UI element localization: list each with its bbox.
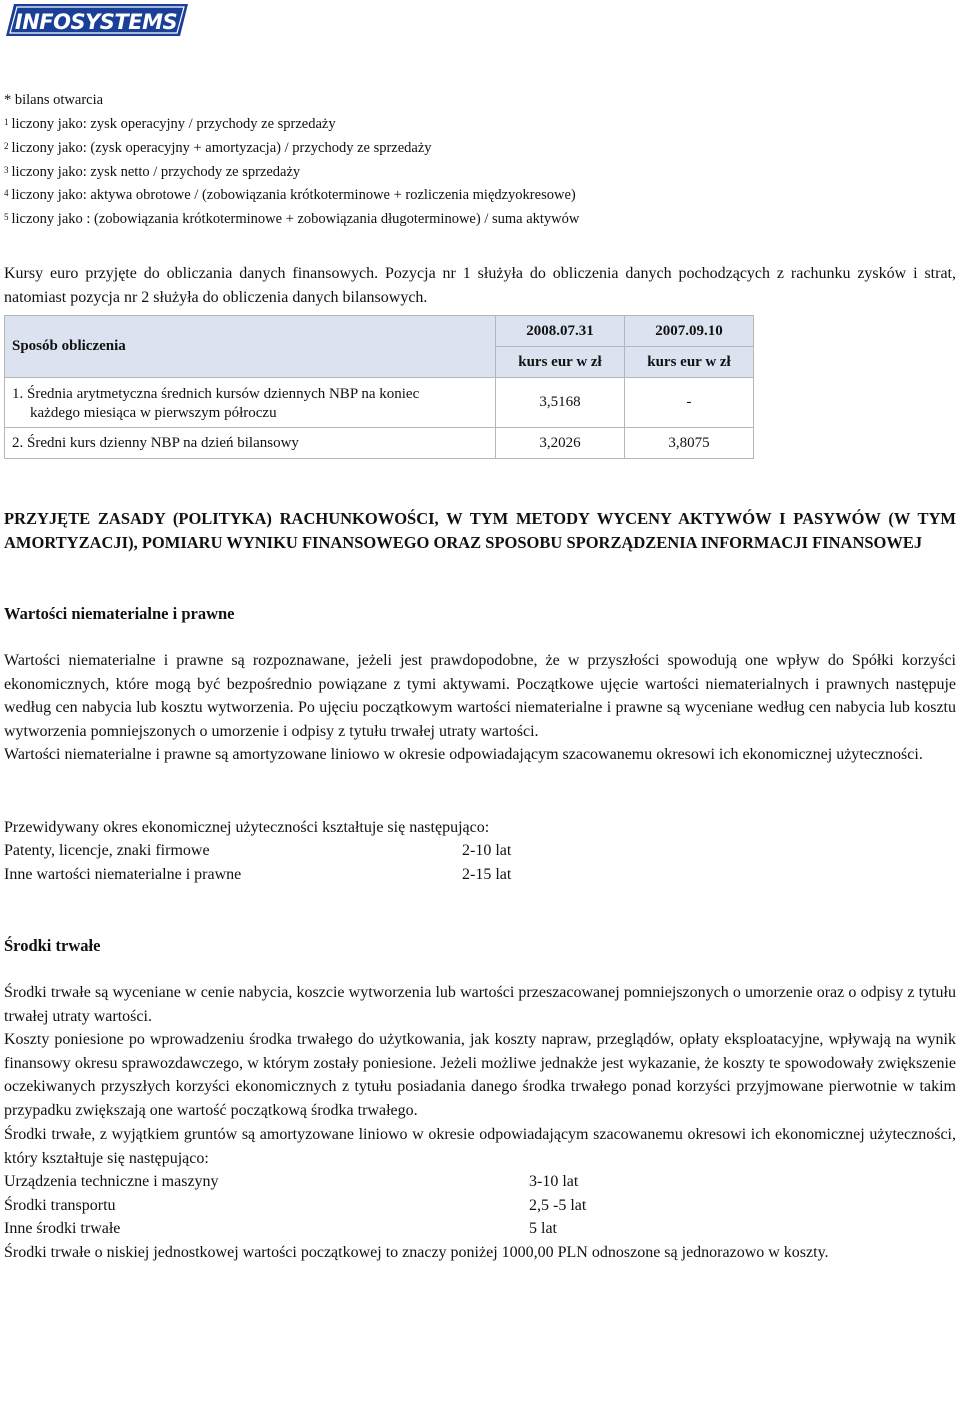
footnote-mark: 4 xyxy=(4,188,9,198)
footnote-mark: 1 xyxy=(4,117,9,127)
row-label: 2. Średni kurs dzienny NBP na dzień bilansowy xyxy=(5,428,496,459)
lifetime-item: Środki transportu xyxy=(4,1196,116,1214)
table-row xyxy=(5,378,754,428)
footnote-0 xyxy=(4,91,954,109)
footnote-text: liczony jako: zysk operacyjny / przychody ze sprzedaży xyxy=(11,116,336,132)
fixed-assets-paragraph-2: Koszty poniesione po wprowadzeniu środka trwałego do użytkowania, jak koszty napraw, przeglądów, opłaty eksploatacyjne, wpływają na wynik finansowy okresu sprawozdawczego, w którym zostały poniesione. Jeżeli możliwe jednakże jest wykazanie, że koszty te spowodowały zwiększenie oczekiwanych przyszłych korzyści ekonomicznych z tytułu posiadania danego środka trwałego ponad korzyści przyjmowane pierwotnie w takim przypadku zwiększają one wartość początkową środka trwałego. xyxy=(4,1031,956,1119)
lifetime-item: Inne środki trwałe xyxy=(4,1220,121,1237)
header-unit-2: kurs eur w zł xyxy=(625,347,754,378)
footnote-3 xyxy=(4,163,954,181)
list-item xyxy=(4,839,511,863)
lifetime-item: Patenty, licencje, znaki firmowe xyxy=(4,842,210,859)
main-heading: PRZYJĘTE ZASADY (POLITYKA) RACHUNKOWOŚCI, W TYM METODY WYCENY AKTYWÓW I PASYWÓW (W TYM AMORTYZACJI), POMIARU WYNIKU FINANSOWEGO ORAZ SPOSOBU SPORZĄDZENIA INFORMACJI FINANSOWEJ xyxy=(4,509,956,552)
lifetime-item: Inne wartości niematerialne i prawne xyxy=(4,865,242,883)
rates-intro: Kursy euro przyjęte do obliczania danych finansowych. Pozycja nr 1 służyła do obliczenia danych pochodzących z rachunku zysków i strat, natomiast pozycja nr 2 służyła do obliczenia danych bilansowych. xyxy=(4,265,956,306)
header-date-1: 2008.07.31 xyxy=(496,316,625,347)
row-label-line1: 1. Średnia arytmetyczna średnich kursów dziennych NBP na koniec xyxy=(12,385,420,402)
intangibles-heading: Wartości niematerialne i prawne xyxy=(4,604,235,623)
fixed-assets-paragraph-4: Środki trwałe o niskiej jednostkowej wartości początkowej to znaczy poniżej 1000,00 PLN odnoszone są jednorazowo w koszty. xyxy=(4,1244,829,1261)
intangibles-paragraph-2: Wartości niematerialne i prawne są amortyzowane liniowo w okresie odpowiadającym szacowanemu okresowi ich ekonomicznej użyteczności. xyxy=(4,746,923,763)
row-value-2: - xyxy=(625,378,754,428)
row-label-line2: każdego miesiąca w pierwszym półroczu xyxy=(30,404,277,421)
fixed-assets-lifetime-list xyxy=(4,1170,586,1241)
list-item xyxy=(4,1170,586,1194)
footnote-text: liczony jako: (zysk operacyjny + amortyzacja) / przychody ze sprzedaży xyxy=(11,140,432,156)
lifetime-item: Urządzenia techniczne i maszyny xyxy=(4,1173,219,1190)
footnote-mark: 2 xyxy=(4,141,9,151)
header-unit-1: kurs eur w zł xyxy=(496,347,625,378)
table-row xyxy=(5,428,754,459)
lifetime-period: 2,5 -5 lat xyxy=(529,1196,587,1214)
intangibles-lifetime-intro: Przewidywany okres ekonomicznej użyteczności kształtuje się następująco: xyxy=(4,819,490,836)
table-header-row xyxy=(5,316,754,347)
footnote-text: liczony jako : (zobowiązania krótkoterminowe + zobowiązania długoterminowe) / suma aktywów xyxy=(11,211,580,227)
footnote-text: liczony jako: zysk netto / przychody ze sprzedaży xyxy=(11,164,301,180)
footnote-mark: * xyxy=(4,92,12,108)
footnote-4 xyxy=(4,186,954,204)
lifetime-period: 5 lat xyxy=(529,1220,557,1237)
row-value-2: 3,8075 xyxy=(625,428,754,459)
footnote-mark: 5 xyxy=(4,212,9,222)
header-method: Sposób obliczenia xyxy=(5,316,496,378)
fixed-assets-paragraph-3: Środki trwałe, z wyjątkiem gruntów są amortyzowane liniowo w okresie odpowiadającym szacowanemu okresowi ich ekonomicznej użyteczności, który kształtuje się następująco: xyxy=(4,1126,956,1167)
row-label xyxy=(5,378,496,428)
row-value-1: 3,2026 xyxy=(496,428,625,459)
infosystems-logo xyxy=(4,2,188,38)
intangibles-paragraph-1: Wartości niematerialne i prawne są rozpoznawane, jeżeli jest prawdopodobne, że w przyszłości spowodują one wpływ do Spółki korzyści ekonomicznych, które mogą być bezpośrednio powiązane z tymi aktywami. Początkowe ujęcie wartości niematerialnych i prawnych następuje według cen nabycia lub kosztu wytworzenia. Po ujęciu początkowym wartości niematerialne i prawne są wyceniane według cen nabycia lub kosztu wytworzenia pomniejszonych o umorzenie i odpisy z tytułu trwałej utraty wartości. xyxy=(4,652,956,740)
lifetime-period: 3-10 lat xyxy=(529,1173,579,1190)
footnote-2 xyxy=(4,139,954,157)
row-value-1: 3,5168 xyxy=(496,378,625,428)
header-date-2: 2007.09.10 xyxy=(625,316,754,347)
list-item xyxy=(4,863,511,887)
footnote-5 xyxy=(4,210,954,228)
list-item xyxy=(4,1217,586,1241)
logo-text: INFOSYSTEMS xyxy=(14,10,178,34)
lifetime-period: 2-10 lat xyxy=(462,842,512,859)
fixed-assets-heading: Środki trwałe xyxy=(4,936,101,955)
fixed-assets-paragraph-1: Środki trwałe są wyceniane w cenie nabycia, koszcie wytworzenia lub wartości przeszacowanej pomniejszonych o umorzenie oraz o odpisy z tytułu trwałej utraty wartości. xyxy=(4,984,956,1025)
footnote-1 xyxy=(4,115,954,133)
footnote-text: bilans otwarcia xyxy=(14,92,104,108)
intangibles-lifetime-list xyxy=(4,839,511,886)
lifetime-period: 2-15 lat xyxy=(462,865,512,883)
footnote-text: liczony jako: aktywa obrotowe / (zobowiązania krótkoterminowe + rozliczenia międzyokresowe) xyxy=(11,187,576,203)
list-item xyxy=(4,1194,586,1218)
exchange-rates-table xyxy=(4,315,754,459)
footnote-mark: 3 xyxy=(4,165,9,175)
